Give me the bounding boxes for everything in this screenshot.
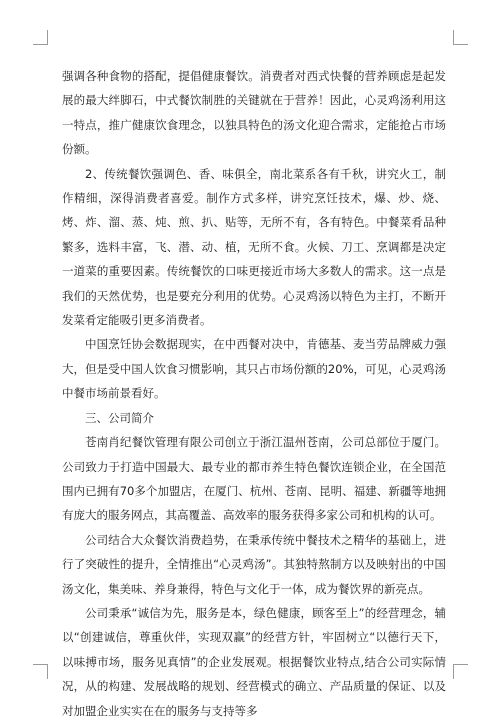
paragraph-traditional-cuisine: 2、传统餐饮强调色、香、味俱全，南北菜系各有千秋，讲究火工，制作精细，深得消费者喜爱。制作方式多样，讲究烹饪技术，爆、炒、烧、烤、炸、溜、蒸、炖、煎、扒、贴等，无所不有，各有特色。中餐菜肴品种繁多，选料丰富，飞、潜、动、植，无所不食。火候、刀工、烹调都是决定一道菜的重要因素。传统餐饮的口味更接近市场大多数人的需求。这一点是我们的天然优势，也是要充分利用的优势。心灵鸡汤以特色为主打，不断开发菜肴定能吸引更多消费者。: [62, 166, 446, 328]
paragraph-company-product: 公司结合大众餐饮消费趋势，在秉承传统中餐技术之精华的基础上，进行了突破性的提升，全情推出“心灵鸡汤”。其独特熬制方以及映射出的中国汤文化，集美味、养身兼得，特色与文化于一体，成为餐饮界的新亮点。: [62, 532, 446, 596]
crop-mark-top-left: [33, 30, 48, 45]
paragraph-continuation: 强调各种食物的搭配，提倡健康餐饮。消费者对西式快餐的营养顾虑是起发展的最大绊脚石，中式餐饮制胜的关键就在于营养！因此，心灵鸡汤利用这一特点，推广健康饮食理念，以独具特色的汤文化迎合需求，定能抢占市场份额。: [62, 69, 446, 157]
crop-mark-top-right: [453, 30, 468, 45]
paragraph-company-philosophy: 公司秉承“诚信为先，服务是本，绿色健康，顾客至上”的经营理念，辅以“创建诚信，尊重伙伴，实现双赢”的经营方针，牢固树立“以德行天下，以味搏市场，服务见真情”的企业发展观。根据餐饮业特点,结合公司实际情况，从的构建、发展战略的规划、经营模式的确立、产品质量的保证、以及对加盟企业实实在在的服务与支持等多: [62, 605, 446, 718]
document-body: [62, 64, 446, 723]
paragraph-company-overview: 苍南肖纪餐饮管理有限公司创立于浙江温州苍南，公司总部位于厦门。公司致力于打造中国最大、最专业的都市养生特色餐饮连锁企业，在全国范围内已拥有70多个加盟店，在厦门、杭州、苍南、昆明、福建、新疆等地拥有庞大的服务网点，其高覆盖、高效率的服务获得多家公司和机构的认可。: [62, 435, 446, 523]
paragraph-market-data: 中国烹饪协会数据现实，在中西餐对决中，肯德基、麦当劳品牌威力强大，但是受中国人饮食习惯影响，其只占市场份额的20%，可见，心灵鸡汤中餐市场前景看好。: [62, 337, 446, 401]
section-heading-company-intro: 三、公司简介: [85, 410, 154, 425]
crop-mark-bottom-right: [453, 664, 468, 679]
crop-mark-bottom-left: [33, 664, 48, 679]
